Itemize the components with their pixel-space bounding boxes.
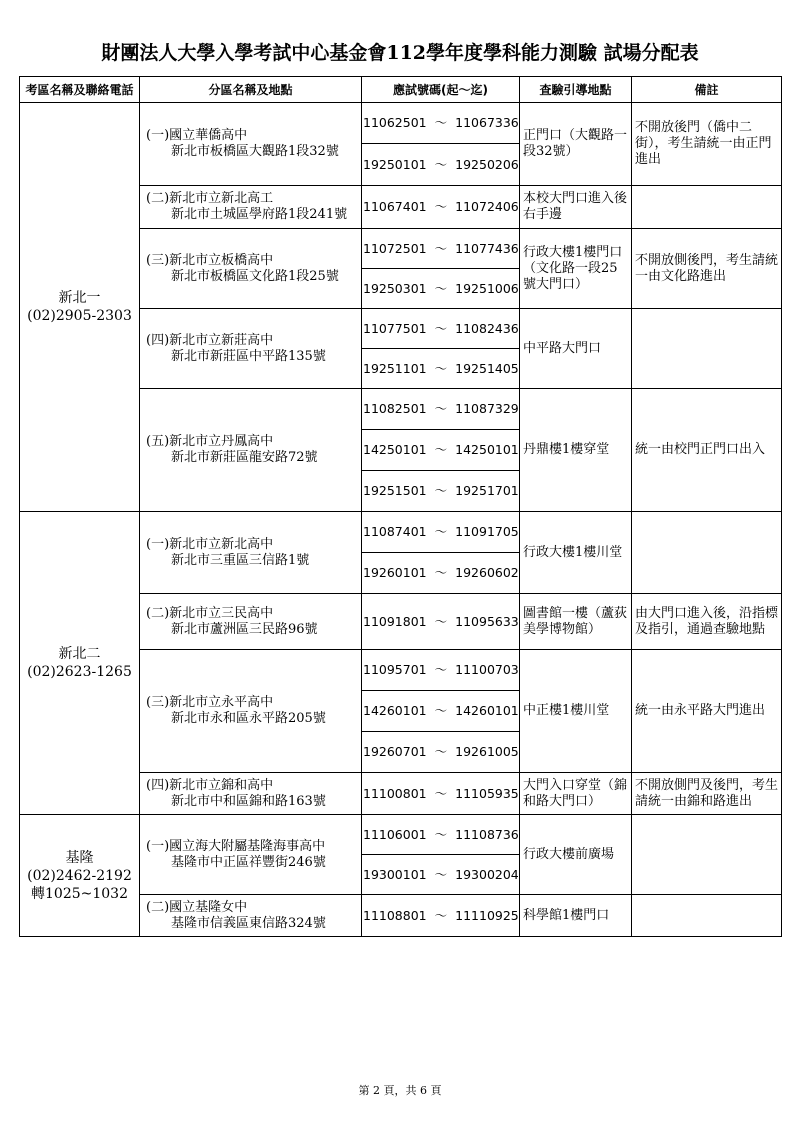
site-name: (一)新北市立新北高中 xyxy=(146,536,274,552)
note-cell xyxy=(632,309,782,389)
guide-location-cell: 科學館1樓門口 xyxy=(520,895,632,937)
range-separator: ～ xyxy=(434,483,448,498)
range-start: 19250101 xyxy=(363,156,427,172)
range-start: 11082501 xyxy=(363,401,427,416)
range-separator: ～ xyxy=(434,524,448,539)
site-address: 新北市永和區永平路205號 xyxy=(171,711,326,726)
site-address: 新北市新莊區中平路135號 xyxy=(171,348,326,364)
site-address: 新北市蘆洲區三民路96號 xyxy=(171,621,318,637)
region-phone: (02)2462-2192 xyxy=(27,867,132,884)
table-row xyxy=(20,103,782,144)
number-range-cell xyxy=(362,349,520,389)
range-end: 11082436 xyxy=(455,320,519,336)
range-end: 11077436 xyxy=(455,240,519,256)
range-separator: ～ xyxy=(434,613,448,629)
range-separator: ～ xyxy=(434,320,448,336)
range-end: 11095633 xyxy=(455,613,519,629)
range-start: 19251101 xyxy=(363,360,427,376)
number-range-cell xyxy=(362,855,520,895)
region-phone: (02)2623-1265 xyxy=(27,664,132,680)
range-start: 19250301 xyxy=(363,280,427,296)
number-range-cell xyxy=(362,229,520,269)
region-name: 基隆 xyxy=(65,849,94,866)
number-range-cell xyxy=(362,732,520,773)
table-row xyxy=(20,512,782,553)
number-range-cell xyxy=(362,430,520,471)
range-end: 19261005 xyxy=(455,744,519,759)
range-separator: ～ xyxy=(434,744,448,759)
range-start: 19260701 xyxy=(363,744,427,759)
range-separator: ～ xyxy=(434,565,448,580)
number-range-cell xyxy=(362,895,520,937)
range-start: 19251501 xyxy=(363,483,427,498)
header-note: 備註 xyxy=(632,77,782,103)
range-end: 19300204 xyxy=(455,866,519,882)
note-cell xyxy=(632,512,782,594)
note-cell: 統一由校門正門口出入 xyxy=(632,389,782,512)
number-range-cell xyxy=(362,594,520,650)
range-start: 11091801 xyxy=(363,613,427,629)
guide-location-cell: 丹鼎樓1樓穿堂 xyxy=(520,389,632,512)
region-name: 新北一 xyxy=(58,290,101,306)
range-separator: ～ xyxy=(434,280,448,296)
number-range-cell xyxy=(362,650,520,691)
range-start: 11077501 xyxy=(363,320,427,336)
range-end: 14250101 xyxy=(455,442,519,457)
range-separator: ～ xyxy=(434,826,448,842)
range-start: 11095701 xyxy=(363,662,427,677)
site-cell xyxy=(140,594,362,650)
site-address: 基隆市信義區東信路324號 xyxy=(171,915,326,931)
header-region: 考區名稱及聯絡電話 xyxy=(20,77,140,103)
page-footer: 第 2 頁，共 6 頁 xyxy=(358,1084,442,1097)
range-end: 11067336 xyxy=(455,115,519,130)
range-start: 19300101 xyxy=(363,866,427,882)
note-cell: 統一由永平路大門進出 xyxy=(632,650,782,773)
site-address: 基隆市中正區祥豐街246號 xyxy=(171,854,326,870)
range-end: 11108736 xyxy=(455,826,519,842)
number-range-cell xyxy=(362,144,520,186)
range-end: 11105935 xyxy=(455,785,519,801)
range-end: 19251006 xyxy=(455,280,519,296)
number-range-cell xyxy=(362,103,520,144)
exam-site-table xyxy=(19,76,782,937)
range-start: 11062501 xyxy=(363,115,427,130)
range-end: 11100703 xyxy=(455,662,519,677)
range-separator: ～ xyxy=(434,360,448,376)
site-cell xyxy=(140,815,362,895)
region-cell xyxy=(20,815,140,937)
site-address: 新北市板橋區文化路1段25號 xyxy=(171,268,339,284)
site-address: 新北市板橋區大觀路1段32號 xyxy=(171,144,339,159)
range-end: 19251405 xyxy=(455,360,519,376)
site-cell xyxy=(140,773,362,815)
range-start: 11106001 xyxy=(363,826,427,842)
note-cell xyxy=(632,186,782,229)
range-separator: ～ xyxy=(434,703,448,718)
range-separator: ～ xyxy=(434,442,448,457)
range-separator: ～ xyxy=(434,115,448,130)
range-end: 11091705 xyxy=(455,524,519,539)
site-cell xyxy=(140,229,362,309)
guide-location-cell: 正門口（大觀路一段32號） xyxy=(520,103,632,186)
site-address: 新北市三重區三信路1號 xyxy=(171,552,310,568)
site-name: (三)新北市立板橋高中 xyxy=(146,252,274,268)
site-name: (四)新北市立新莊高中 xyxy=(146,332,274,348)
site-cell xyxy=(140,650,362,773)
number-range-cell xyxy=(362,186,520,229)
number-range-cell xyxy=(362,691,520,732)
number-range-cell xyxy=(362,815,520,855)
site-cell xyxy=(140,186,362,229)
site-name: (二)新北市立新北高工 xyxy=(146,191,274,206)
number-range-cell xyxy=(362,773,520,815)
site-cell xyxy=(140,895,362,937)
range-separator: ～ xyxy=(434,785,448,801)
range-start: 11067401 xyxy=(363,199,427,214)
note-cell xyxy=(632,895,782,937)
range-separator: ～ xyxy=(434,662,448,677)
note-cell xyxy=(632,815,782,895)
site-name: (三)新北市立永平高中 xyxy=(146,695,274,710)
guide-location-cell: 本校大門口進入後右手邊 xyxy=(520,186,632,229)
header-guide-location: 查驗引導地點 xyxy=(520,77,632,103)
note-cell: 不開放側門及後門，考生請統一由錦和路進出 xyxy=(632,773,782,815)
range-start: 19260101 xyxy=(363,565,427,580)
range-start: 14260101 xyxy=(363,703,427,718)
site-cell xyxy=(140,512,362,594)
header-site: 分區名稱及地點 xyxy=(140,77,362,103)
table-row xyxy=(20,815,782,855)
range-separator: ～ xyxy=(434,907,448,923)
region-cell xyxy=(20,512,140,815)
site-name: (二)新北市立三民高中 xyxy=(146,605,274,621)
region-cell xyxy=(20,103,140,512)
number-range-cell xyxy=(362,309,520,349)
page-title: 財團法人大學入學考試中心基金會112學年度學科能力測驗 試場分配表 xyxy=(101,42,699,64)
range-start: 11087401 xyxy=(363,524,427,539)
range-separator: ～ xyxy=(434,866,448,882)
site-name: (二)國立基隆女中 xyxy=(146,899,248,915)
site-name: (四)新北市立錦和高中 xyxy=(146,777,274,793)
guide-location-cell: 行政大樓1樓門口（文化路一段25號大門口） xyxy=(520,229,632,309)
guide-location-cell: 行政大樓前廣場 xyxy=(520,815,632,895)
guide-location-cell: 行政大樓1樓川堂 xyxy=(520,512,632,594)
site-cell xyxy=(140,103,362,186)
range-end: 11072406 xyxy=(455,199,519,214)
range-start: 11100801 xyxy=(363,785,427,801)
range-separator: ～ xyxy=(434,199,448,214)
number-range-cell xyxy=(362,389,520,430)
range-start: 11072501 xyxy=(363,240,427,256)
site-address: 新北市中和區錦和路163號 xyxy=(171,793,326,809)
site-address: 新北市新莊區龍安路72號 xyxy=(171,450,318,465)
guide-location-cell: 中正樓1樓川堂 xyxy=(520,650,632,773)
guide-location-cell: 大門入口穿堂（錦和路大門口） xyxy=(520,773,632,815)
range-separator: ～ xyxy=(434,401,448,416)
range-start: 11108801 xyxy=(363,907,427,923)
range-end: 11110925 xyxy=(455,907,519,923)
header-row xyxy=(20,77,782,103)
range-separator: ～ xyxy=(434,240,448,256)
table-body xyxy=(20,103,782,937)
region-name: 新北二 xyxy=(58,646,101,662)
range-separator: ～ xyxy=(434,156,448,172)
site-address: 新北市土城區學府路1段241號 xyxy=(171,207,348,222)
range-end: 14260101 xyxy=(455,703,519,718)
region-phone: (02)2905-2303 xyxy=(27,308,132,324)
header-number-range: 應試號碼(起～迄) xyxy=(362,77,520,103)
region-phone-ext: 轉1025~1032 xyxy=(31,885,128,902)
guide-location-cell: 圖書館一樓（蘆荻美學博物館） xyxy=(520,594,632,650)
site-cell xyxy=(140,309,362,389)
range-end: 19251701 xyxy=(455,483,519,498)
number-range-cell xyxy=(362,471,520,512)
site-name: (一)國立海大附屬基隆海事高中 xyxy=(146,838,326,854)
range-end: 19250206 xyxy=(455,156,519,172)
number-range-cell xyxy=(362,512,520,553)
site-name: (一)國立華僑高中 xyxy=(146,128,248,143)
range-end: 11087329 xyxy=(455,401,519,416)
site-cell xyxy=(140,389,362,512)
site-name: (五)新北市立丹鳳高中 xyxy=(146,434,274,449)
note-cell: 不開放後門（僑中二街），考生請統一由正門進出 xyxy=(632,103,782,186)
note-cell: 不開放側後門，考生請統一由文化路進出 xyxy=(632,229,782,309)
guide-location-cell: 中平路大門口 xyxy=(520,309,632,389)
range-end: 19260602 xyxy=(455,565,519,580)
number-range-cell xyxy=(362,553,520,594)
note-cell: 由大門口進入後，沿指標及指引，通過查驗地點 xyxy=(632,594,782,650)
number-range-cell xyxy=(362,269,520,309)
range-start: 14250101 xyxy=(363,442,427,457)
